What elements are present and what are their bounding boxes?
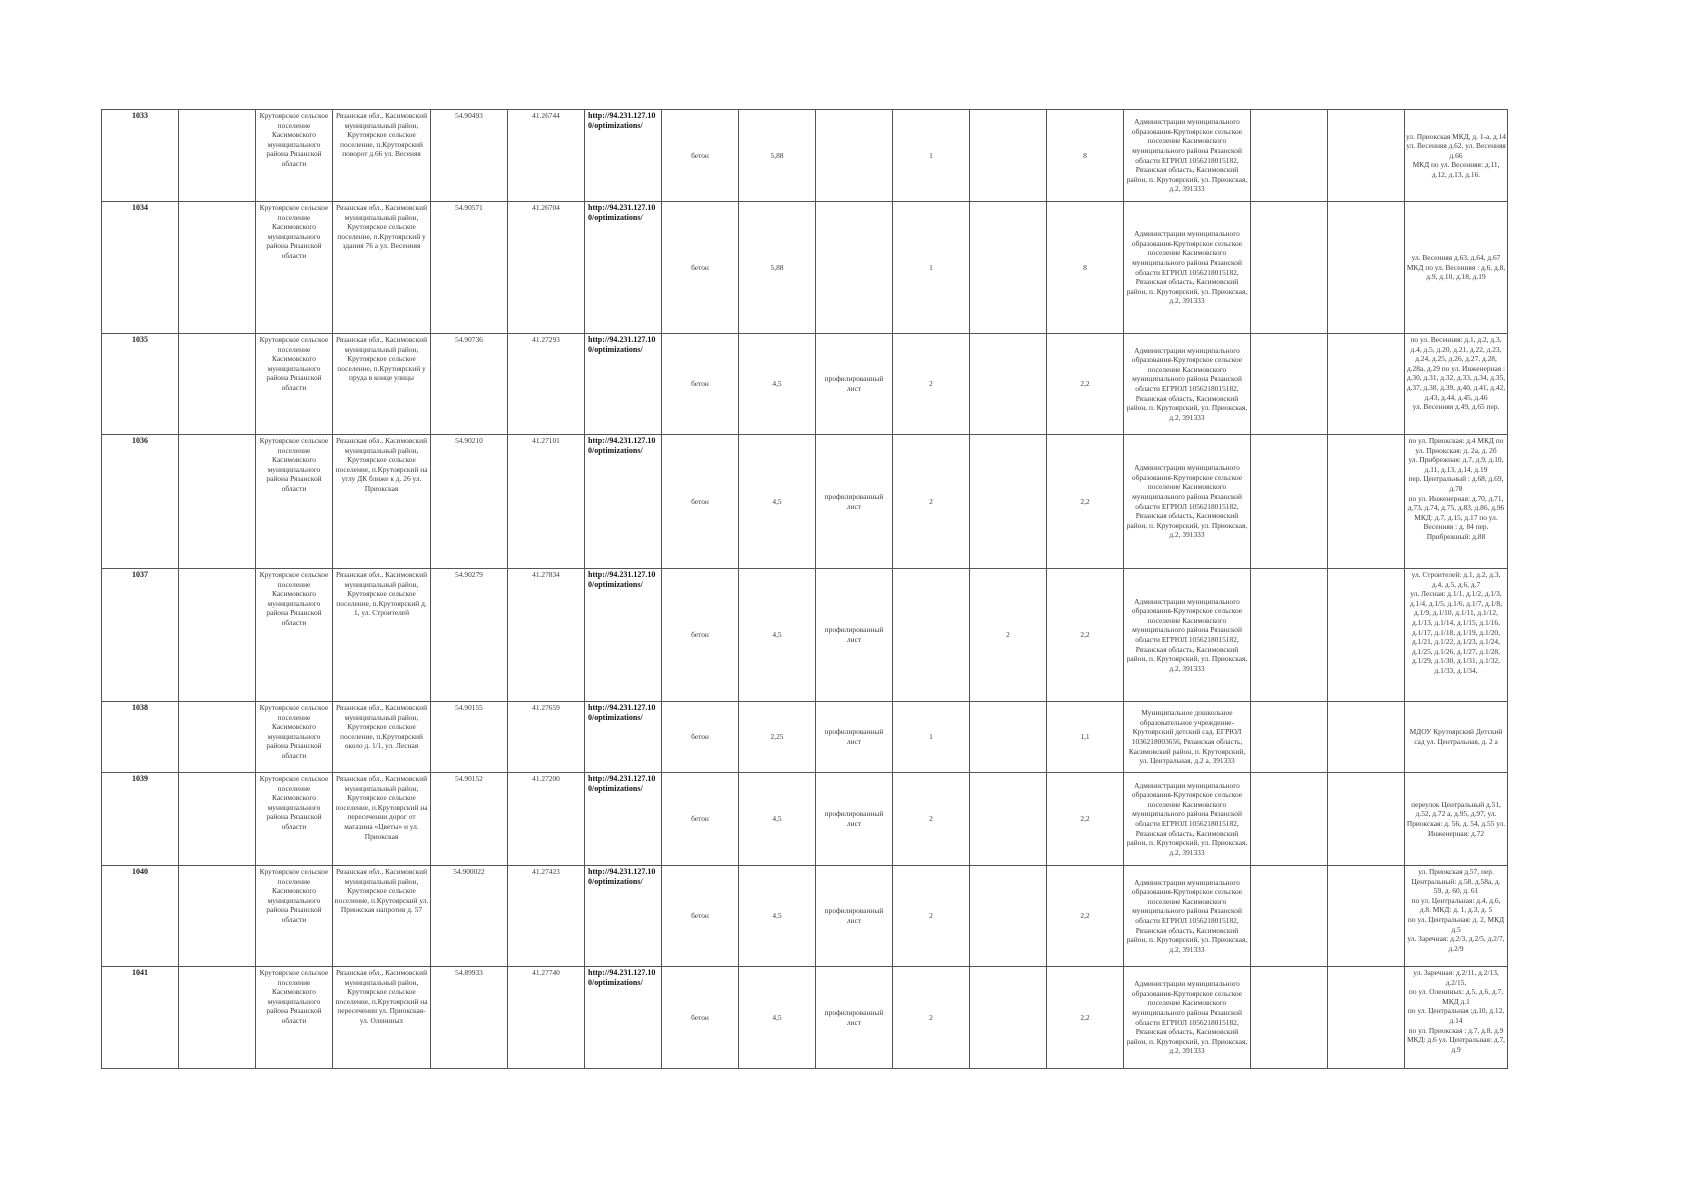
- empty-cell: [1328, 202, 1405, 334]
- empty-cell: [1251, 334, 1328, 435]
- empty-cell: [179, 569, 256, 702]
- empty-cell: [179, 967, 256, 1069]
- fence-cell: профилированный лист: [816, 702, 893, 773]
- volume-cell: 2,2: [1047, 435, 1124, 569]
- address-cell: Рязанская обл., Касимовский муниципальный район, Крутоярское сельское поселение, п.Крутоярский поворот д.66 ул. Весеняя: [333, 110, 431, 202]
- longitude-cell: 41.27423: [508, 866, 585, 967]
- surface-cell: бетон: [662, 702, 739, 773]
- owner-cell: Администрации муниципального образования-Крутоярское сельское поселение Касимовского муниципального района Рязанской области ЕГРЮЛ 1056218015182, Рязанская область, Касимовский район, п. Крутоярский, ул. Приокская, д.2, 391333: [1124, 866, 1251, 967]
- settlement-cell: Крутоярское сельское поселение Касимовского муниципального района Рязанской области: [256, 435, 333, 569]
- containers-cell: 1: [893, 202, 970, 334]
- area-cell: 2,25: [739, 702, 816, 773]
- waste-sources-cell: ул. Весенняя д.63, д.64, д.67 МКД по ул. Весенняя : д.6, д.8, д.9, д.10, д.18, д.19: [1405, 202, 1508, 334]
- owner-cell: Администрации муниципального образования-Крутоярское сельское поселение Касимовского муниципального района Рязанской области ЕГРЮЛ 1056218015182, Рязанская область, Касимовский район, п. Крутоярский, ул. Приокская, д.2, 391333: [1124, 569, 1251, 702]
- fence-cell: [816, 202, 893, 334]
- containers-cell: 2: [893, 866, 970, 967]
- address-cell: Рязанская обл., Касимовский муниципальный район, Крутоярское сельское поселение, п.Крутоярский д. 1, ул. Строителей: [333, 569, 431, 702]
- table-row: [102, 702, 1508, 773]
- settlement-cell: Крутоярское сельское поселение Касимовского муниципального района Рязанской области: [256, 773, 333, 866]
- volume-cell: 2,2: [1047, 967, 1124, 1069]
- surface-cell: бетон: [662, 202, 739, 334]
- table-row: [102, 110, 1508, 202]
- empty-cell: [1251, 110, 1328, 202]
- longitude-cell: 41.27101: [508, 435, 585, 569]
- fence-cell: профилированный лист: [816, 569, 893, 702]
- surface-cell: бетон: [662, 435, 739, 569]
- empty-cell: [1251, 967, 1328, 1069]
- row-number: 1037: [102, 569, 179, 702]
- owner-cell: Администрации муниципального образования-Крутоярское сельское поселение Касимовского муниципального района Рязанской области ЕГРЮЛ 1056218015182, Рязанская область, Касимовский район, п. Крутоярский, ул. Приокская, д.2, 391333: [1124, 773, 1251, 866]
- map-link[interactable]: http://94.231.127.10 0/optimizations/: [585, 967, 662, 1069]
- empty-cell: [179, 334, 256, 435]
- table-row: [102, 202, 1508, 334]
- empty-cell: [179, 773, 256, 866]
- volume-cell: 1,1: [1047, 702, 1124, 773]
- latitude-cell: 54.90152: [431, 773, 508, 866]
- empty-cell: [1251, 569, 1328, 702]
- area-cell: 4,5: [739, 773, 816, 866]
- planned-containers-cell: [970, 702, 1047, 773]
- planned-containers-cell: 2: [970, 569, 1047, 702]
- volume-cell: 8: [1047, 110, 1124, 202]
- empty-cell: [1328, 702, 1405, 773]
- table-row: [102, 569, 1508, 702]
- longitude-cell: 41.27834: [508, 569, 585, 702]
- map-link[interactable]: http://94.231.127.10 0/optimizations/: [585, 866, 662, 967]
- area-cell: 4,5: [739, 569, 816, 702]
- surface-cell: бетон: [662, 773, 739, 866]
- registry-table: [101, 109, 1508, 1069]
- map-link[interactable]: http://94.231.127.10 0/optimizations/: [585, 702, 662, 773]
- longitude-cell: 41.27200: [508, 773, 585, 866]
- waste-sources-cell: ул. Приокская д.57, пер. Центральный: д.58, д.58а, д. 59, д. 60, д. 61 по ул. Центральная: д.4, д.6, д.8. МКД: д. 1, д.3, д. 5 по ул. Центральная: д. 2, МКД д.5 ул. Заречная: д.2/3, д.2/5, д.2/7, д.2/9: [1405, 866, 1508, 967]
- longitude-cell: 41.26744: [508, 110, 585, 202]
- row-number: 1041: [102, 967, 179, 1069]
- waste-sources-cell: по ул. Весенняя: д.1, д.2, д.3, д.4, д.5, д.20, д.21, д.22, д.23, д.24, д.25, д.26, д.27, д.28, д.28а, д.29 по ул. Инженерная : д.30, д.31, д.32, д.33, д.34, д.35, д.37, д.38, д.39, д.40, д.41, д.42, д.43, д.44, д.45, д.46 ул. Весенняя д.49, д.65 пер.: [1405, 334, 1508, 435]
- area-cell: 4,5: [739, 334, 816, 435]
- owner-cell: Администрации муниципального образования-Крутоярское сельское поселение Касимовского муниципального района Рязанской области ЕГРЮЛ 1056218015182, Рязанская область, Касимовский район, п. Крутоярский, ул. Приокская, д.2, 391333: [1124, 110, 1251, 202]
- map-link[interactable]: http://94.231.127.10 0/optimizations/: [585, 110, 662, 202]
- map-link[interactable]: http://94.231.127.10 0/optimizations/: [585, 202, 662, 334]
- longitude-cell: 41.26704: [508, 202, 585, 334]
- waste-sources-cell: переулок Центральный д.51, д.52, д.72 а, д.95, д.97, ул. Приокская: д. 56, д. 54, д.55 ул. Инженерная: д.72: [1405, 773, 1508, 866]
- table-row: [102, 967, 1508, 1069]
- address-cell: Рязанская обл., Касимовский муниципальный район, Крутоярское сельское поселение, п.Крутоярский около д. 1/1, ул. Лесная: [333, 702, 431, 773]
- area-cell: 4,5: [739, 967, 816, 1069]
- latitude-cell: 54.90155: [431, 702, 508, 773]
- surface-cell: бетон: [662, 866, 739, 967]
- empty-cell: [179, 866, 256, 967]
- waste-sources-cell: ул. Заречная: д.2/11, д.2/13, д.2/15, по ул. Олениных: д.5, д.6, д.7, МКД д.1 по ул. Центральная :д.10, д.12, д.14 по ул. Приокская : д.7, д.8, д.9 МКД: д.6 ул. Центральная: д.7, д.9: [1405, 967, 1508, 1069]
- empty-cell: [1251, 866, 1328, 967]
- owner-cell: Администрации муниципального образования-Крутоярское сельское поселение Касимовского муниципального района Рязанской области ЕГРЮЛ 1056218015182, Рязанская область, Касимовский район, п. Крутоярский, ул. Приокская, д.2, 391333: [1124, 435, 1251, 569]
- owner-cell: Администрации муниципального образования-Крутоярское сельское поселение Касимовского муниципального района Рязанской области ЕГРЮЛ 1056218015182, Рязанская область, Касимовский район, п. Крутоярский, ул. Приокская, д.2, 391333: [1124, 202, 1251, 334]
- settlement-cell: Крутоярское сельское поселение Касимовского муниципального района Рязанской области: [256, 702, 333, 773]
- containers-cell: 2: [893, 435, 970, 569]
- table-row: [102, 866, 1508, 967]
- empty-cell: [1328, 569, 1405, 702]
- row-number: 1033: [102, 110, 179, 202]
- table-row: [102, 773, 1508, 866]
- surface-cell: бетон: [662, 110, 739, 202]
- longitude-cell: 41.27293: [508, 334, 585, 435]
- empty-cell: [179, 702, 256, 773]
- surface-cell: бетон: [662, 967, 739, 1069]
- owner-cell: Муниципальное дошкольное образовательное учреждение-Крутоярский детский сад. ЕГРЮЛ 1036218003656, Рязанская область, Касимовский район, п. Крутоярский, ул. Центральная, д.2 а, 391333: [1124, 702, 1251, 773]
- containers-cell: 2: [893, 967, 970, 1069]
- settlement-cell: Крутоярское сельское поселение Касимовского муниципального района Рязанской области: [256, 569, 333, 702]
- latitude-cell: 54.89933: [431, 967, 508, 1069]
- containers-cell: 2: [893, 334, 970, 435]
- row-number: 1036: [102, 435, 179, 569]
- waste-sources-cell: ул. Строителей: д.1, д.2, д.3, д.4, д.5, д.6, д.7 ул. Лесная: д.1/1, д.1/2, д.1/3, д.1/4, д.1/5, д.1/6, д.1/7, д.1/8, д.1/9, д.1/10, д.1/11, д.1/12, д.1/13, д.1/14, д.1/15, д.1/16, д.1/17, д.1/18, д.1/19, д.1/20, д.1/21, д.1/22, д.1/23, д.1/24, д.1/25, д.1/26, д.1/27, д.1/28, д.1/29, д.1/30, д.1/31, д.1/32, д.1/33, д.1/34,: [1405, 569, 1508, 702]
- latitude-cell: 54.90736: [431, 334, 508, 435]
- empty-cell: [1328, 110, 1405, 202]
- fence-cell: профилированный лист: [816, 773, 893, 866]
- waste-sources-cell: ул. Приокская МКД, д. 1-а, д.14 ул. Весенняя д.62, ул. Весенняя д.66 МКД по ул. Весенняя: д.11, д.12, д.13, д.16.: [1405, 110, 1508, 202]
- volume-cell: 2,2: [1047, 773, 1124, 866]
- empty-cell: [1328, 334, 1405, 435]
- table-row: [102, 334, 1508, 435]
- fence-cell: профилированный лист: [816, 435, 893, 569]
- volume-cell: 2,2: [1047, 866, 1124, 967]
- row-number: 1034: [102, 202, 179, 334]
- area-cell: 5,88: [739, 110, 816, 202]
- area-cell: 4,5: [739, 866, 816, 967]
- row-number: 1039: [102, 773, 179, 866]
- row-number: 1038: [102, 702, 179, 773]
- owner-cell: Администрации муниципального образования-Крутоярское сельское поселение Касимовского муниципального района Рязанской области ЕГРЮЛ 1056218015182, Рязанская область, Касимовский район, п. Крутоярский, ул. Приокская, д.2, 391333: [1124, 334, 1251, 435]
- longitude-cell: 41.27740: [508, 967, 585, 1069]
- latitude-cell: 54.900022: [431, 866, 508, 967]
- owner-cell: Администрации муниципального образования-Крутоярское сельское поселение Касимовского муниципального района Рязанской области ЕГРЮЛ 1056218015182, Рязанская область, Касимовский район, п. Крутоярский, ул. Приокская, д.2, 391333: [1124, 967, 1251, 1069]
- empty-cell: [179, 110, 256, 202]
- planned-containers-cell: [970, 110, 1047, 202]
- planned-containers-cell: [970, 773, 1047, 866]
- address-cell: Рязанская обл., Касимовский муниципальный район, Крутоярское сельское поселение, п.Крутоярский на пересечении дорог от магазина «Цветы» и ул. Приокская: [333, 773, 431, 866]
- empty-cell: [1328, 773, 1405, 866]
- address-cell: Рязанская обл., Касимовский муниципальный район, Крутоярское сельское поселение, п.Крутоярский на углу ДК ближе к д. 26 ул. Приокская: [333, 435, 431, 569]
- empty-cell: [1328, 435, 1405, 569]
- empty-cell: [1328, 967, 1405, 1069]
- settlement-cell: Крутоярское сельское поселение Касимовского муниципального района Рязанской области: [256, 110, 333, 202]
- volume-cell: 2,2: [1047, 334, 1124, 435]
- empty-cell: [1251, 702, 1328, 773]
- latitude-cell: 54.90210: [431, 435, 508, 569]
- latitude-cell: 54.90571: [431, 202, 508, 334]
- longitude-cell: 41.27659: [508, 702, 585, 773]
- surface-cell: бетон: [662, 334, 739, 435]
- settlement-cell: Крутоярское сельское поселение Касимовского муниципального района Рязанской области: [256, 334, 333, 435]
- empty-cell: [179, 202, 256, 334]
- empty-cell: [1328, 866, 1405, 967]
- settlement-cell: Крутоярское сельское поселение Касимовского муниципального района Рязанской области: [256, 202, 333, 334]
- map-link[interactable]: http://94.231.127.10 0/optimizations/: [585, 569, 662, 702]
- containers-cell: 1: [893, 702, 970, 773]
- table-row: [102, 435, 1508, 569]
- latitude-cell: 54.90493: [431, 110, 508, 202]
- fence-cell: профилированный лист: [816, 967, 893, 1069]
- address-cell: Рязанская обл., Касимовский муниципальный район, Крутоярское сельское поселение, п.Крутоярский на пересечении ул. Приокская- ул. Олениных: [333, 967, 431, 1069]
- empty-cell: [1251, 202, 1328, 334]
- planned-containers-cell: [970, 202, 1047, 334]
- containers-cell: 1: [893, 110, 970, 202]
- waste-sources-cell: по ул. Приокская: д.4 МКД по ул. Приокская: д. 2а, д. 2б ул. Прибрежная: д.7, д.9, д.10, д.11, д.13, д.14, д.19 пер. Центральный : д.68, д.69, д.78 по ул. Инженерная: д.70, д.71, д.73, д.74, д.75, д.83, д.86, д.96 МКД: д.7, д.15, д.17 по ул. Весенняя : д. 84 пер. Прибрежный: д.88: [1405, 435, 1508, 569]
- address-cell: Рязанская обл., Касимовский муниципальный район, Крутоярское сельское поселение, п.Крутоярский у пруда в конце улицы: [333, 334, 431, 435]
- latitude-cell: 54.90279: [431, 569, 508, 702]
- map-link[interactable]: http://94.231.127.10 0/optimizations/: [585, 435, 662, 569]
- planned-containers-cell: [970, 334, 1047, 435]
- map-link[interactable]: http://94.231.127.10 0/optimizations/: [585, 334, 662, 435]
- waste-sources-cell: МДОУ Крутоярский Детский сад ул. Центральная, д. 2 а: [1405, 702, 1508, 773]
- row-number: 1040: [102, 866, 179, 967]
- empty-cell: [1251, 773, 1328, 866]
- fence-cell: профилированный лист: [816, 334, 893, 435]
- row-number: 1035: [102, 334, 179, 435]
- containers-cell: 2: [893, 773, 970, 866]
- settlement-cell: Крутоярское сельское поселение Касимовского муниципального района Рязанской области: [256, 866, 333, 967]
- volume-cell: 2,2: [1047, 569, 1124, 702]
- planned-containers-cell: [970, 435, 1047, 569]
- fence-cell: [816, 110, 893, 202]
- fence-cell: профилированный лист: [816, 866, 893, 967]
- surface-cell: бетон: [662, 569, 739, 702]
- address-cell: Рязанская обл., Касимовский муниципальный район, Крутоярское сельское поселение, п.Крутоярский у здания 76 а ул. Весенняя: [333, 202, 431, 334]
- planned-containers-cell: [970, 866, 1047, 967]
- empty-cell: [1251, 435, 1328, 569]
- settlement-cell: Крутоярское сельское поселение Касимовского муниципального района Рязанской области: [256, 967, 333, 1069]
- map-link[interactable]: http://94.231.127.10 0/optimizations/: [585, 773, 662, 866]
- area-cell: 4,5: [739, 435, 816, 569]
- area-cell: 5,88: [739, 202, 816, 334]
- containers-cell: [893, 569, 970, 702]
- planned-containers-cell: [970, 967, 1047, 1069]
- empty-cell: [179, 435, 256, 569]
- volume-cell: 8: [1047, 202, 1124, 334]
- address-cell: Рязанская обл., Касимовский муниципальный район, Крутоярское сельское поселение, п.Крутоярский ул. Приокская напротив д. 57: [333, 866, 431, 967]
